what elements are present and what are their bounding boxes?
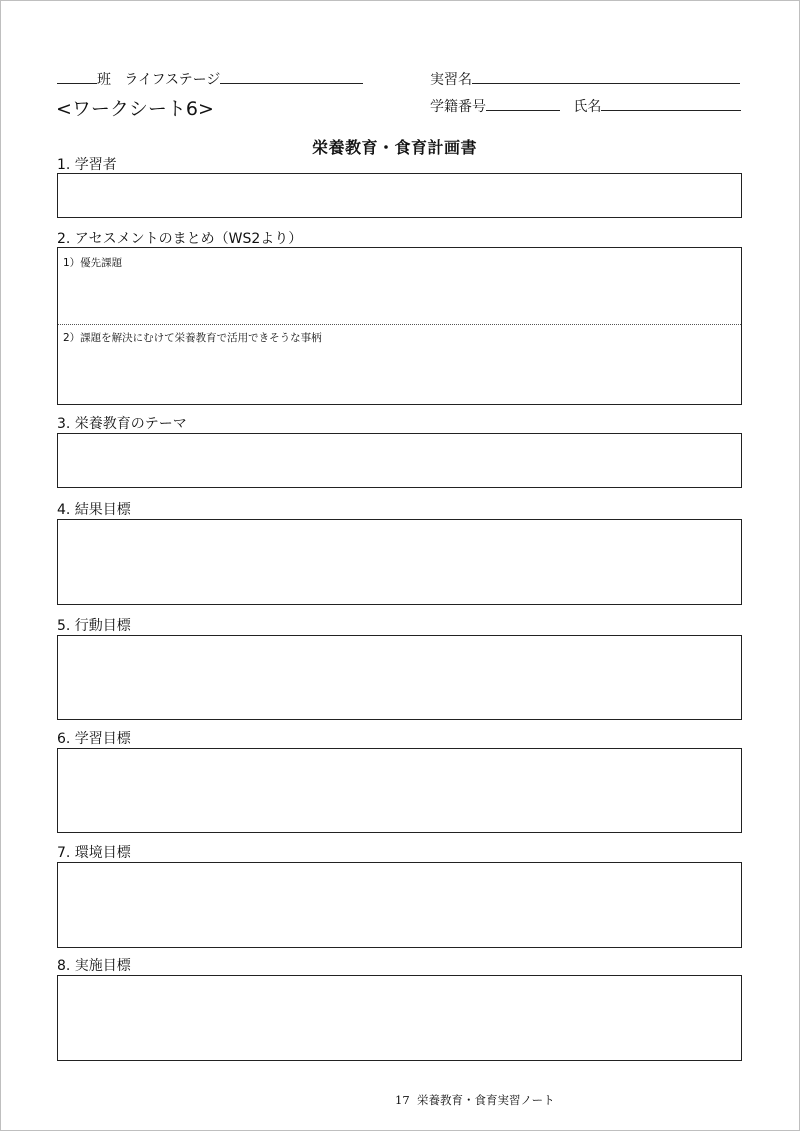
student-id-name-line (430, 97, 741, 115)
section-7-box[interactable] (57, 862, 742, 948)
name-label: 氏名 (573, 99, 602, 115)
section-4-label: 4. 結果目標 (57, 502, 131, 518)
class-life-stage-line (57, 70, 363, 88)
student-id-blank[interactable] (486, 97, 560, 111)
name-blank[interactable] (601, 97, 741, 111)
section-2-box[interactable] (57, 247, 742, 405)
section-7-label: 7. 環境目標 (57, 845, 131, 861)
section-3-label: 3. 栄養教育のテーマ (57, 416, 187, 432)
section-2-label: 2. アセスメントのまとめ（WS2より） (57, 231, 303, 247)
section-6-label: 6. 学習目標 (57, 731, 131, 747)
life-stage-blank[interactable] (220, 70, 363, 84)
practicum-label: 実習名 (430, 72, 472, 88)
class-label: 班 (97, 72, 111, 88)
student-id-label: 学籍番号 (430, 99, 486, 115)
footer (395, 1092, 555, 1108)
section-1-box[interactable] (57, 173, 742, 218)
worksheet-title: <ワークシート6> (56, 98, 214, 120)
document-title: 栄養教育・食育計画書 (312, 138, 478, 157)
practicum-blank[interactable] (472, 70, 740, 84)
class-blank[interactable] (57, 70, 97, 84)
section-3-box[interactable] (57, 433, 742, 488)
section-8-box[interactable] (57, 975, 742, 1061)
life-stage-label: ライフステージ (124, 72, 221, 88)
book-title: 栄養教育・食育実習ノート (416, 1093, 555, 1107)
section-1-label: 1. 学習者 (57, 157, 117, 173)
section-5-label: 5. 行動目標 (57, 618, 131, 634)
page-number: 17 (395, 1093, 410, 1107)
useful-matters-label: 2）課題を解決にむけて栄養教育で活用できそうな事柄 (63, 332, 322, 344)
priority-issue-label: 1）優先課題 (63, 257, 123, 269)
section-8-label: 8. 実施目標 (57, 958, 131, 974)
dotted-divider (58, 324, 741, 325)
section-4-box[interactable] (57, 519, 742, 605)
section-6-box[interactable] (57, 748, 742, 833)
section-5-box[interactable] (57, 635, 742, 720)
practicum-name-line (430, 70, 740, 88)
